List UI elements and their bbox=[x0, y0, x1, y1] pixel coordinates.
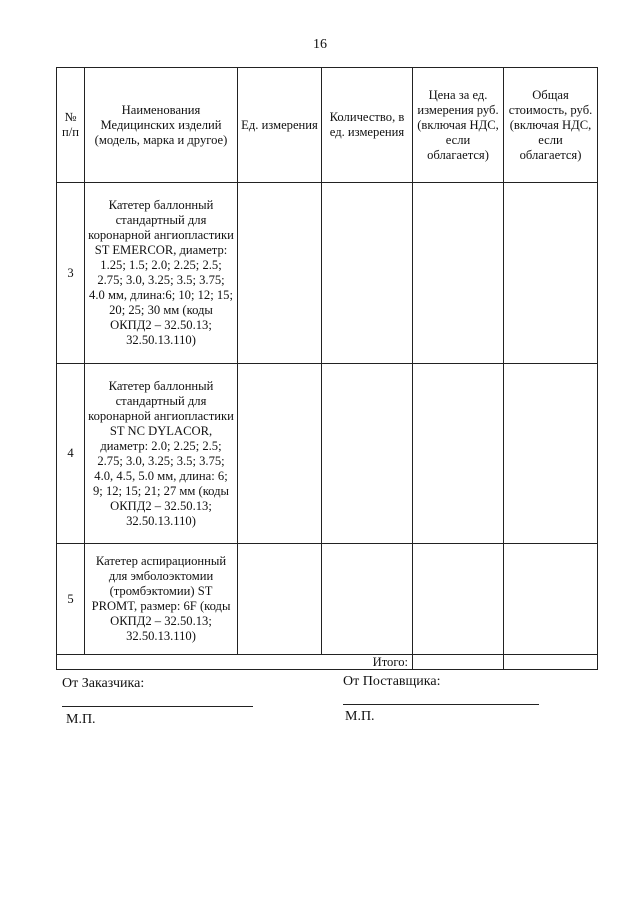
header-price: Цена за ед. измерения руб. (включая НДС, если облагается) bbox=[413, 68, 504, 183]
table-row bbox=[57, 544, 598, 655]
total-row bbox=[57, 655, 598, 670]
row-price-cell bbox=[413, 364, 504, 544]
row-product-name: Катетер баллонный стандартный для коронарной ангиопластики ST EMERCOR, диаметр: 1.25; 1.5; 2.0; 2.25; 2.5; 2.75; 3.0, 3.25; 3.5; 3.75; 4.0 мм, длина:6; 10; 12; 15; 20; 25; 30 мм (коды ОКПД2 – 32.50.13; 32.50.13.110) bbox=[85, 183, 238, 364]
row-qty-cell bbox=[322, 364, 413, 544]
row-num: 3 bbox=[57, 183, 85, 364]
row-num: 5 bbox=[57, 544, 85, 655]
table-row bbox=[57, 183, 598, 364]
supplier-stamp-label: М.П. bbox=[345, 709, 375, 724]
row-product-name: Катетер аспирационный для эмболоэктомии (тромбэктомии) ST PROMT, размер: 6F (коды ОКПД2 – 32.50.13; 32.50.13.110) bbox=[85, 544, 238, 655]
header-unit: Ед. измерения bbox=[238, 68, 322, 183]
supplier-signature-line bbox=[343, 704, 539, 705]
row-price-cell bbox=[413, 544, 504, 655]
row-unit-cell bbox=[238, 364, 322, 544]
row-qty-cell bbox=[322, 544, 413, 655]
row-qty-cell bbox=[322, 183, 413, 364]
page-number: 16 bbox=[313, 37, 327, 52]
specification-table bbox=[56, 67, 598, 670]
table-header-row bbox=[57, 68, 598, 183]
total-price-cell bbox=[413, 655, 504, 670]
header-name: Наименования Медицинских изделий (модель, марка и другое) bbox=[85, 68, 238, 183]
row-total-cell bbox=[504, 364, 598, 544]
row-total-cell bbox=[504, 544, 598, 655]
supplier-signature-label: От Поставщика: bbox=[343, 674, 441, 689]
customer-signature-line bbox=[62, 706, 253, 707]
total-label: Итого: bbox=[57, 655, 413, 670]
header-qty: Количество, в ед. измерения bbox=[322, 68, 413, 183]
row-num: 4 bbox=[57, 364, 85, 544]
row-unit-cell bbox=[238, 544, 322, 655]
row-product-name: Катетер баллонный стандартный для коронарной ангиопластики ST NC DYLACOR, диаметр: 2.0; 2.25; 2.5; 2.75; 3.0, 3.25; 3.5; 3.75; 4.0, 4.5, 5.0 мм, длина: 6; 9; 12; 15; 21; 27 мм (коды ОКПД2 – 32.50.13; 32.50.13.110) bbox=[85, 364, 238, 544]
customer-signature-label: От Заказчика: bbox=[62, 676, 145, 691]
table-row bbox=[57, 364, 598, 544]
row-price-cell bbox=[413, 183, 504, 364]
row-unit-cell bbox=[238, 183, 322, 364]
header-num: № п/п bbox=[57, 68, 85, 183]
customer-stamp-label: М.П. bbox=[66, 712, 96, 727]
total-sum-cell bbox=[504, 655, 598, 670]
header-total: Общая стоимость, руб. (включая НДС, если облагается) bbox=[504, 68, 598, 183]
row-total-cell bbox=[504, 183, 598, 364]
